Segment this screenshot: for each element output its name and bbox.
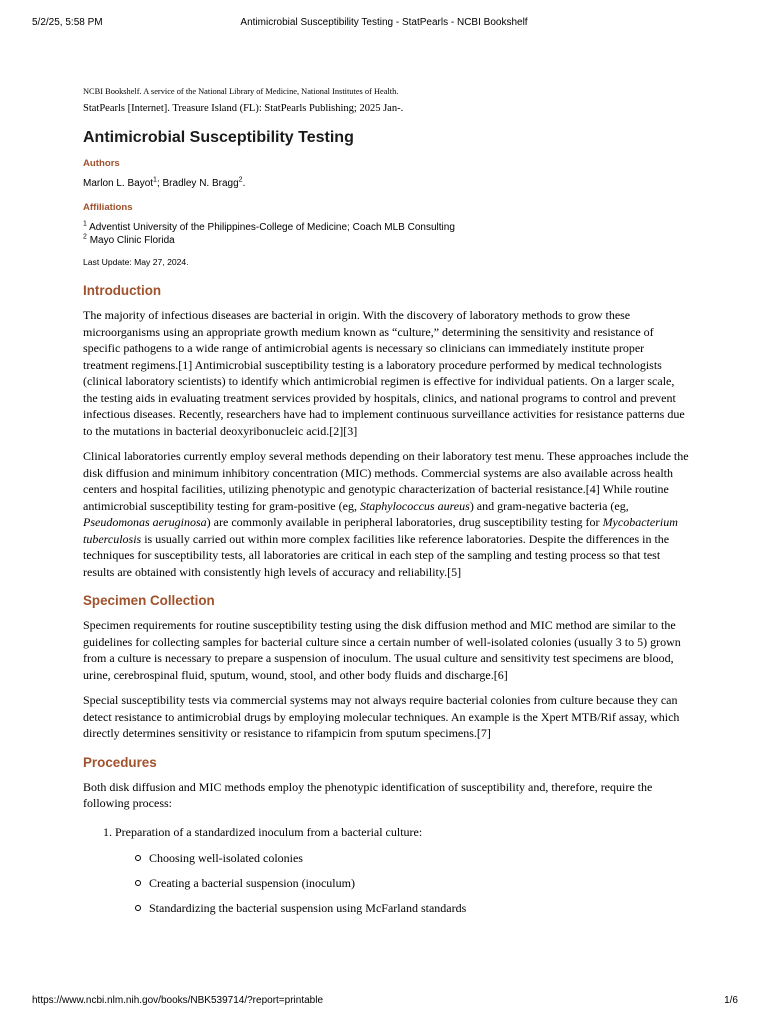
procedure-substeps: [135, 850, 689, 917]
print-url: https://www.ncbi.nlm.nih.gov/books/NBK539714/?report=printable: [32, 995, 324, 1006]
bookshelf-tagline: NCBI Bookshelf. A service of the National Library of Medicine, National Institutes of Health.: [83, 87, 399, 96]
last-update: Last Update: May 27, 2024.: [83, 257, 189, 267]
affiliations-list: [83, 221, 689, 247]
affiliation-number: 1: [83, 220, 87, 228]
author-name[interactable]: Marlon L. Bayot: [83, 178, 154, 189]
section-heading-procedures: Procedures: [83, 754, 157, 770]
organism-name: Pseudomonas aeruginosa: [83, 515, 207, 529]
affiliation-text: Adventist University of the Philippines-College of Medicine; Coach MLB Consulting: [89, 222, 455, 233]
author-name[interactable]: Bradley N. Bragg: [162, 178, 239, 189]
authors-label: Authors: [83, 158, 120, 169]
print-header: [0, 17, 768, 31]
procedure-substep: Creating a bacterial suspension (inoculum): [135, 875, 689, 892]
procedure-substep: Standardizing the bacterial suspension using McFarland standards: [135, 900, 689, 917]
book-citation: StatPearls [Internet]. Treasure Island (FL): StatPearls Publishing; 2025 Jan-.: [83, 103, 404, 114]
text-run: Clinical laboratories currently employ several methods depending on their laboratory test menu. These approaches include the disk diffusion and minimum inhibitory concentration (MIC) methods. Commercial systems are also available across health centers and hospital facilities, utilizing phenotypic and genotypic characterization of bacterial resistance.[4] While routine antimicrobial susceptibility testing for gram-positive (eg,: [83, 449, 689, 513]
article-page: [83, 86, 689, 925]
section-heading-introduction: Introduction: [83, 283, 162, 298]
print-page-number: 1/6: [724, 995, 738, 1006]
section-heading-specimen-collection: Specimen Collection: [83, 593, 215, 608]
specimen-paragraph-2: Special susceptibility tests via commercial systems may not always require bacterial colonies from culture because they can detect resistance to antimicrobial drugs by employing molecular techniques. An example is the Xpert MTB/Rif assay, which directly determines sensitivity or resistance to rifampicin from sputum specimens.[7]: [83, 693, 680, 740]
print-page-title: Antimicrobial Susceptibility Testing - StatPearls - NCBI Bookshelf: [240, 17, 528, 28]
affiliations-label: Affiliations: [83, 202, 133, 213]
author-separator: ;: [156, 178, 163, 189]
print-footer: [0, 995, 768, 1009]
organism-name: Mycobacterium tuberculosis: [83, 515, 678, 546]
author-list-end: .: [242, 178, 246, 189]
text-run: is usually carried out within more complex facilities like reference laboratories. Despite the differences in the techniques for susceptibility tests, all laboratories are critical in each step of the sampling and testing process so that test results are obtained with consistently high levels of accuracy and reliability.[5]: [83, 531, 670, 579]
procedure-step: [103, 824, 689, 917]
authors-list: [83, 177, 689, 190]
specimen-paragraph-1: Specimen requirements for routine susceptibility testing using the disk diffusion method and MIC method are similar to the guidelines for collecting samples for bacterial culture since a certain number of well-isolated colonies (usually 3 to 5) grown from a culture is necessary to prepare a suspension of inoculum. The usual culture and sensitivity test specimens are blood, urine, cerebrospinal fluid, sputum, wound, stool, and other body fluids and discharge.[6]: [83, 618, 681, 682]
organism-name: Staphylococcus aureus: [359, 498, 470, 513]
author-affiliation-ref: 2: [238, 176, 243, 184]
procedure-steps: [103, 824, 689, 917]
print-datetime: 5/2/25, 5:58 PM: [32, 17, 103, 28]
affiliation-number: 2: [83, 233, 87, 241]
author-affiliation-ref: 1: [153, 176, 157, 184]
affiliation-item: [83, 221, 689, 234]
article-title: Antimicrobial Susceptibility Testing: [83, 129, 354, 146]
procedure-substep: Choosing well-isolated colonies: [135, 850, 689, 867]
text-run: ) are commonly available in peripheral laboratories, drug susceptibility testing for: [206, 515, 603, 529]
intro-paragraph-1: The majority of infectious diseases are bacterial in origin. With the discovery of laboratory methods to grow these microorganisms using an appropriate growth medium known as “culture,” determining the sensitivity and resistance of specific pathogens to a wide range of antimicrobial agents is necessary so clinicians can immediately institute proper treatment regimens.[1] Antimicrobial susceptibility testing is a laboratory procedure performed by medical technologists (clinical laboratory scientists) to identify which antimicrobial regimen is effective for individual patients. On a larger scale, the testing aids in evaluating treatment services provided by hospitals, clinics, and national programs to control and prevent infectious diseases. Recently, researchers have had to implement continuous surveillance activities for resistance patterns due to the mutations in bacterial deoxyribonucleic acid.[2][3]: [83, 308, 685, 438]
affiliation-text: Mayo Clinic Florida: [89, 235, 175, 246]
affiliation-item: [83, 234, 689, 247]
procedure-step-text: 1. Preparation of a standardized inoculum from a bacterial culture:: [103, 824, 423, 839]
intro-paragraph-2: [83, 448, 689, 580]
text-run: ) and gram-negative bacteria (eg,: [469, 498, 629, 513]
procedures-paragraph-1: Both disk diffusion and MIC methods employ the phenotypic identification of susceptibility and, therefore, require the following process:: [83, 779, 653, 810]
